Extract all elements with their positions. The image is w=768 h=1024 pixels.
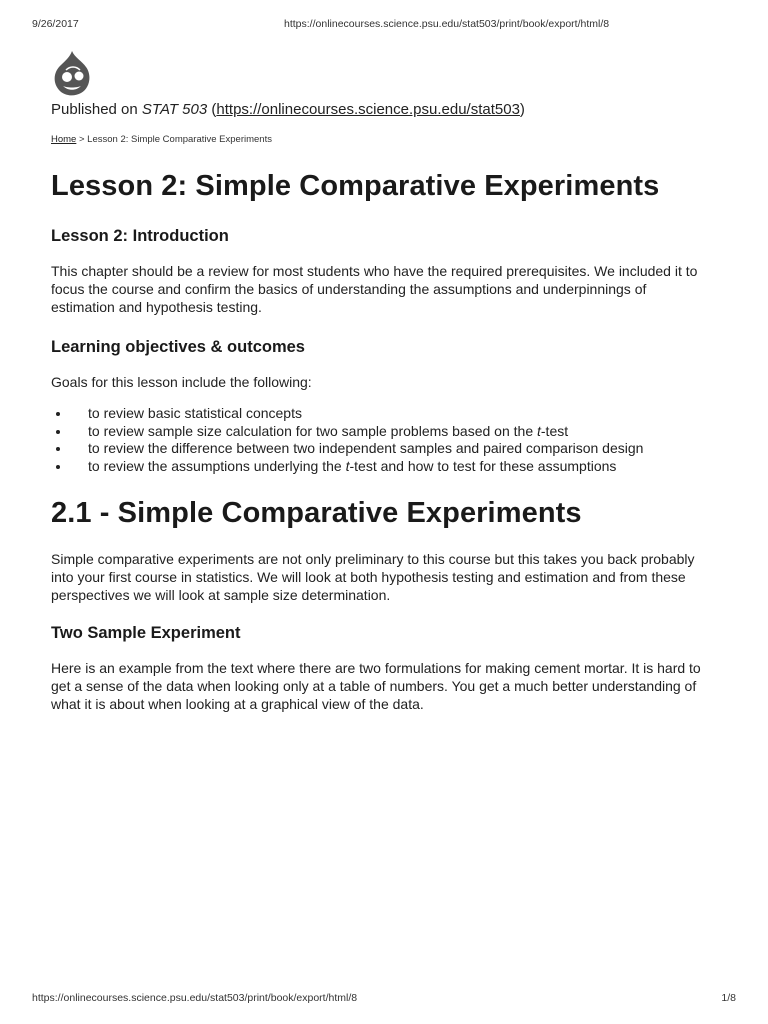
breadcrumb [51,134,272,145]
course-link[interactable]: https://onlinecourses.science.psu.edu/stat503 [216,101,520,118]
open-paren: ( [207,101,217,118]
main-content [51,170,711,713]
published-prefix: Published on [51,101,142,118]
list-item: • to review the assumptions underlying the t-test and how to test for these assumptions [71,458,711,476]
list-item: • to review the difference between two independent samples and paired comparison design [71,440,711,458]
example-paragraph: Here is an example from the text where there are two formulations for making cement mortar. It is hard to get a sense of the data when looking only at a table of numbers. You get a much better understanding of what it is about when looking at a graphical view of the data. [51,660,701,712]
footer-url: https://onlinecourses.science.psu.edu/stat503/print/book/export/html/8 [32,992,358,1004]
page-number: 1/8 [721,992,736,1004]
breadcrumb-home-link[interactable]: Home [51,134,77,145]
list-item: • to review sample size calculation for two sample problems based on the t-test [71,423,711,441]
print-url: https://onlinecourses.science.psu.edu/stat503/print/book/export/html/8 [284,18,610,30]
intro-paragraph: This chapter should be a review for most students who have the required prerequisites. We included it to focus the course and confirm the basics of understanding the assumptions and underpinnings of estimation and hypothesis testing. [51,263,698,315]
list-item: • to review basic statistical concepts [71,405,711,423]
objectives-intro: Goals for this lesson include the following: [51,374,312,390]
close-paren: ) [519,101,525,118]
breadcrumb-separator: > [76,134,88,145]
print-footer [32,992,736,1006]
print-date: 9/26/2017 [32,18,79,30]
two-sample-heading: Two Sample Experiment [51,624,241,642]
course-name: STAT 503 [141,101,208,118]
breadcrumb-current: Lesson 2: Simple Comparative Experiments [87,134,272,145]
section-title: 2.1 - Simple Comparative Experiments [51,497,582,529]
published-on [51,101,525,118]
objectives-heading: Learning objectives & outcomes [51,338,305,356]
section-paragraph: Simple comparative experiments are not only preliminary to this course but this takes you back probably into your first course in statistics. We will look at both hypothesis testing and estimation and from these perspectives we will look at sample size determination. [51,551,695,603]
lesson-title: Lesson 2: Simple Comparative Experiments [51,170,660,202]
intro-heading: Lesson 2: Introduction [51,227,229,245]
goals-list [51,405,711,475]
print-header [32,18,736,32]
drupal-drop-icon [52,50,92,96]
